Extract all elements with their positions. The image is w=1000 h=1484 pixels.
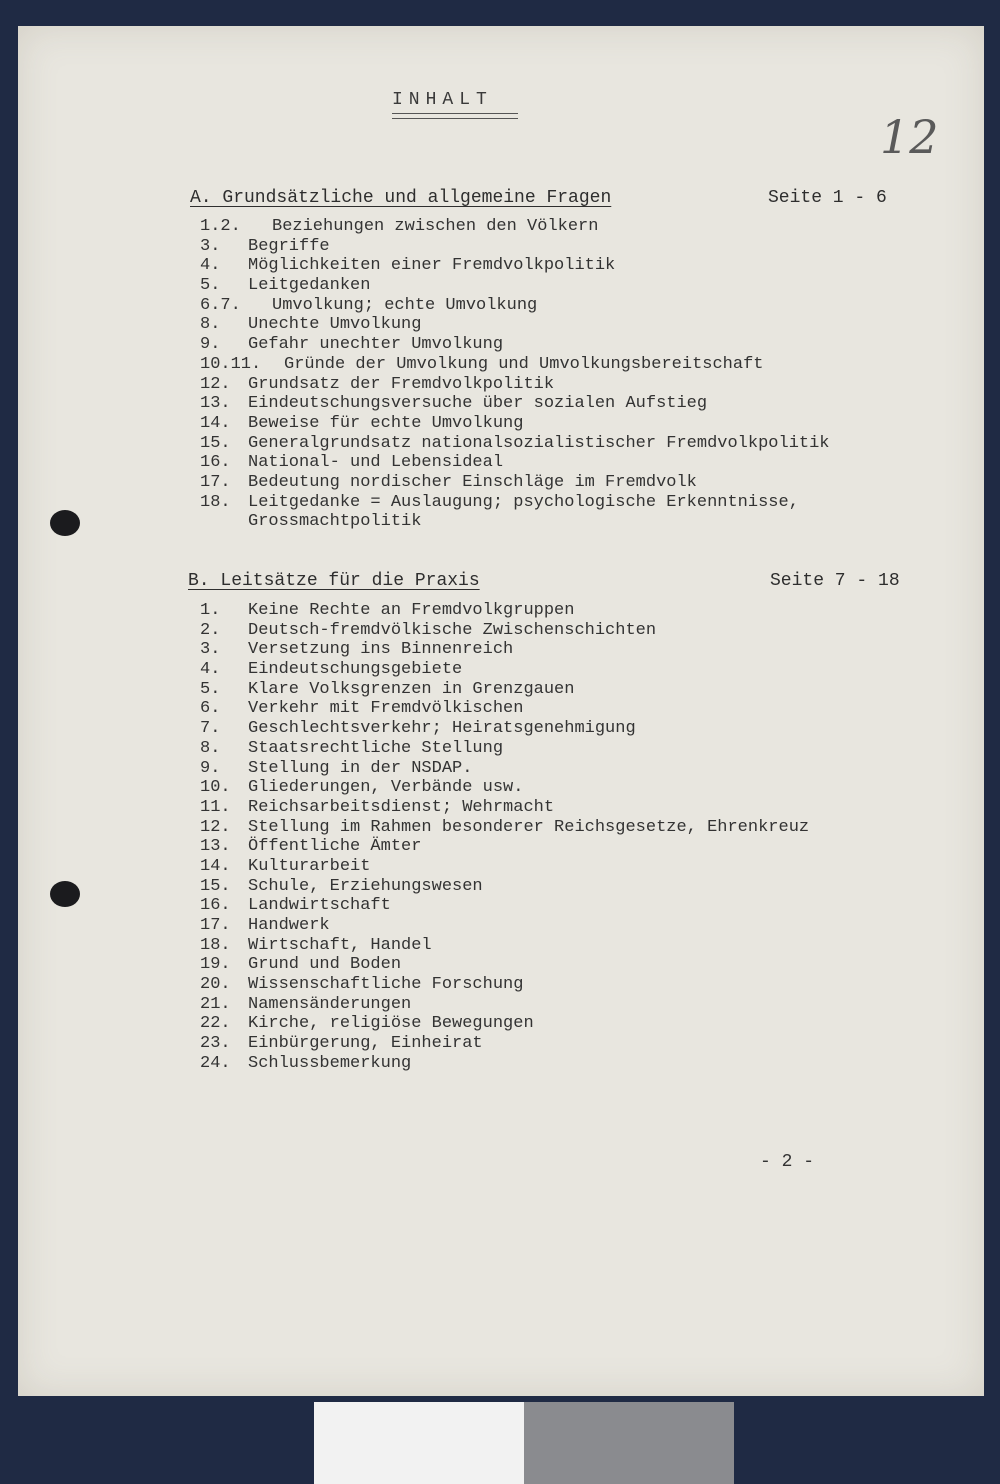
item-number: 17. [200, 472, 231, 492]
item-number: 18. [200, 935, 231, 955]
item-number: 19. [200, 955, 231, 975]
item-number: 5. [200, 276, 221, 296]
item-number: 10. [200, 778, 231, 798]
item-text: Stellung in der NSDAP. [248, 758, 473, 778]
section-b-heading: B. Leitsätze für die Praxis [188, 571, 480, 591]
item-number: 1.2. [200, 217, 241, 236]
item-number: 6. [200, 699, 221, 719]
item-text: Kulturarbeit [248, 856, 371, 876]
item-text: Grossmachtpolitik [248, 512, 422, 532]
scan-calibration-strip-white [314, 1402, 524, 1484]
item-number: 11. [200, 797, 231, 817]
item-number: 17. [200, 916, 231, 935]
item-text: Verkehr mit Fremdvölkischen [248, 699, 524, 719]
pencil-page-mark: 12 [880, 110, 939, 164]
item-number: 22. [200, 1014, 231, 1034]
item-number: 7. [200, 719, 221, 739]
item-text: Gründe der Umvolkung und Umvolkungsbereitschaft [284, 354, 764, 374]
item-text: Namensänderungen [248, 994, 412, 1014]
section-a-pages: Seite 1 - 6 [768, 188, 887, 208]
item-number: 15. [200, 876, 231, 896]
item-number: 2. [200, 620, 221, 640]
item-number: 3. [200, 640, 221, 660]
item-number: 4. [200, 256, 221, 276]
item-number: 9. [200, 335, 221, 355]
item-text: Klare Volksgrenzen in Grenzgauen [248, 679, 575, 699]
item-text: Reichsarbeitsdienst; Wehrmacht [248, 797, 555, 817]
item-text: Öffentliche Ämter [248, 837, 422, 857]
item-text: Eindeutschungsversuche über sozialen Aufstieg [248, 394, 708, 414]
item-text: Leitgedanken [248, 276, 371, 296]
document-title: INHALT [392, 90, 493, 110]
item-text: Generalgrundsatz nationalsozialistischer Fremdvolkpolitik [248, 433, 830, 453]
item-text: Beziehungen zwischen den Völkern [272, 217, 599, 236]
item-number: 14. [200, 856, 231, 876]
item-number: 20. [200, 975, 231, 995]
item-number: 23. [200, 1034, 231, 1054]
item-number: 16. [200, 453, 231, 473]
item-number: 5. [200, 679, 221, 699]
punch-hole-lower [50, 881, 80, 907]
item-text: Eindeutschungsgebiete [248, 660, 463, 680]
item-number: 9. [200, 758, 221, 778]
item-text: Schlussbemerkung [248, 1053, 412, 1073]
item-number: 24. [200, 1053, 231, 1073]
scan-calibration-strip-gray [524, 1402, 734, 1484]
item-text: Wissenschaftliche Forschung [248, 975, 524, 995]
item-text: Umvolkung; echte Umvolkung [272, 295, 538, 315]
page-number: - 2 - [760, 1152, 815, 1172]
item-number: 18. [200, 492, 231, 512]
item-number: 21. [200, 994, 231, 1014]
item-text: Schule, Erziehungswesen [248, 876, 483, 896]
item-text: Grundsatz der Fremdvolkpolitik [248, 374, 555, 394]
item-text: Einbürgerung, Einheirat [248, 1034, 483, 1054]
item-text: Stellung im Rahmen besonderer Reichsgesetze, Ehrenkreuz [248, 817, 810, 837]
item-text: Staatsrechtliche Stellung [248, 738, 504, 758]
item-number: 10.11. [200, 354, 262, 374]
item-number: 13. [200, 837, 231, 857]
item-number: 6.7. [200, 295, 241, 315]
item-text: Gliederungen, Verbände usw. [248, 778, 524, 798]
title-double-underline [392, 113, 518, 119]
item-text: Unechte Umvolkung [248, 315, 422, 335]
section-a-heading: A. Grundsätzliche und allgemeine Fragen [190, 188, 612, 208]
item-number: 14. [200, 413, 231, 433]
item-text: Handwerk [248, 916, 330, 935]
item-text: Versetzung ins Binnenreich [248, 640, 514, 660]
item-text: Gefahr unechter Umvolkung [248, 335, 504, 355]
item-number: 3. [200, 236, 221, 256]
item-text: Begriffe [248, 236, 330, 256]
item-text: National- und Lebensideal [248, 453, 504, 473]
item-number: 1. [200, 601, 221, 620]
item-number: 13. [200, 394, 231, 414]
item-text: Möglichkeiten einer Fremdvolkpolitik [248, 256, 616, 276]
item-text: Bedeutung nordischer Einschläge im Fremdvolk [248, 472, 697, 492]
item-text: Beweise für echte Umvolkung [248, 413, 524, 433]
item-number: 8. [200, 738, 221, 758]
item-text: Deutsch-fremdvölkische Zwischenschichten [248, 620, 657, 640]
item-text: Wirtschaft, Handel [248, 935, 432, 955]
item-number: 8. [200, 315, 221, 335]
item-number: 12. [200, 817, 231, 837]
punch-hole-upper [50, 510, 80, 536]
item-text: Kirche, religiöse Bewegungen [248, 1014, 534, 1034]
item-number: 15. [200, 433, 231, 453]
item-text: Geschlechtsverkehr; Heiratsgenehmigung [248, 719, 636, 739]
item-number: 4. [200, 660, 221, 680]
item-text: Leitgedanke = Auslaugung; psychologische Erkenntnisse, [248, 492, 799, 512]
item-number: 16. [200, 896, 231, 916]
item-number: 12. [200, 374, 231, 394]
item-text: Keine Rechte an Fremdvolkgruppen [248, 601, 575, 620]
item-text: Landwirtschaft [248, 896, 391, 916]
item-text: Grund und Boden [248, 955, 402, 975]
section-b-pages: Seite 7 - 18 [770, 571, 900, 591]
